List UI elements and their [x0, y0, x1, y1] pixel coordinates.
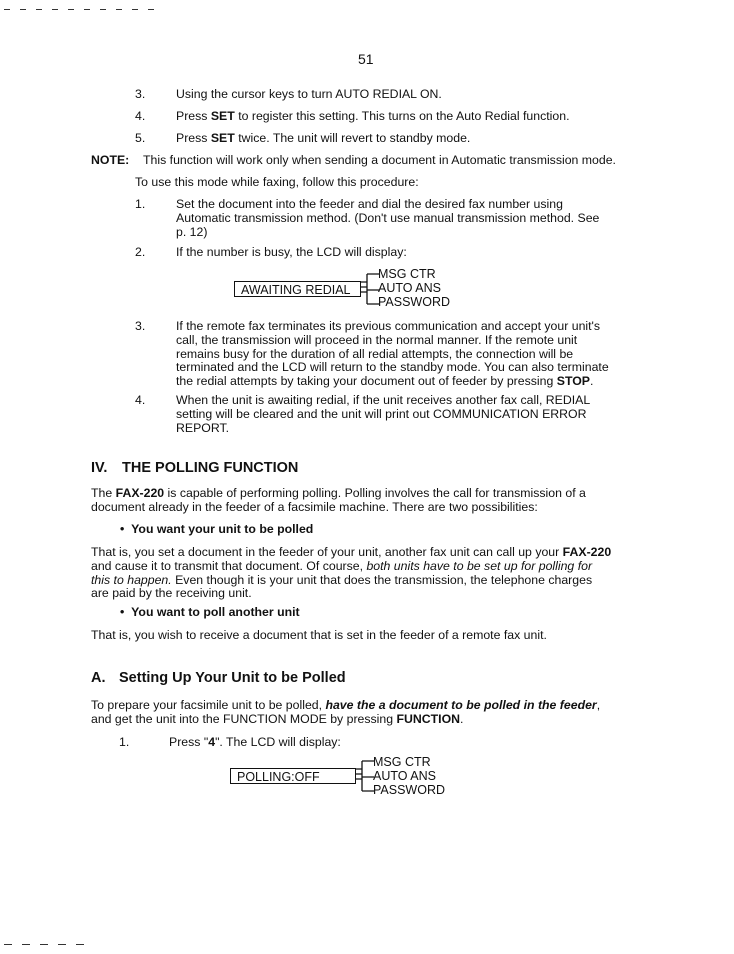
note-label: NOTE:: [91, 153, 130, 167]
step-number: 4.: [135, 393, 146, 407]
step-text: Set the document into the feeder and dial the desired fax number using Automatic transmission method. (Don't use manual transmission method. See p. 12): [176, 197, 600, 239]
section-title: Setting Up Your Unit to be Polled: [119, 670, 346, 686]
section-title: THE POLLING FUNCTION: [122, 460, 299, 476]
scan-mark-top: [4, 9, 154, 10]
scan-mark-bottom: [4, 944, 94, 945]
section-number: A.: [91, 670, 106, 686]
step-text: Press SET to register this setting. This turns on the Auto Redial function.: [176, 109, 570, 123]
lcd-screen: POLLING:OFF: [230, 768, 356, 784]
page-number: 51: [358, 51, 374, 67]
lcd-screen: AWAITING REDIAL: [234, 281, 361, 297]
paragraph: That is, you set a document in the feeder of your unit, another fax unit can call up your FAX-220 and cause it to transmit that document. Of course, both units have to be set up for polling for this to happen. Even though it is your unit that does the transmission, the telephone charges are paid by the receiving unit.: [91, 545, 612, 601]
step-text: When the unit is awaiting redial, if the unit receives another fax call, REDIAL setting will be cleared and the unit will print out COMMUNICATION ERROR REPORT.: [176, 393, 591, 435]
step-number: 3.: [135, 319, 146, 333]
paragraph: That is, you wish to receive a document that is set in the feeder of a remote fax unit.: [91, 628, 547, 642]
step-number: 1.: [119, 735, 130, 749]
step-number: 2.: [135, 245, 146, 259]
note-text: This function will work only when sending a document in Automatic transmission mode.: [143, 153, 616, 167]
step-number: 3.: [135, 87, 146, 101]
bullet-item: • You want your unit to be polled: [120, 522, 314, 536]
lcd-menu-options: MSG CTR AUTO ANS PASSWORD: [373, 755, 445, 797]
step-text: Using the cursor keys to turn AUTO REDIAL ON.: [176, 87, 442, 101]
polling-intro: The FAX-220 is capable of performing polling. Polling involves the call for transmission of a document already in the feeder of a facsimile machine. There are two possibilities:: [91, 486, 586, 514]
paragraph: To prepare your facsimile unit to be polled, have the a document to be polled in the feeder, and get the unit into the FUNCTION MODE by pressing FUNCTION.: [91, 698, 601, 726]
lcd-menu-options: MSG CTR AUTO ANS PASSWORD: [378, 267, 450, 309]
step-text: Press "4". The LCD will display:: [169, 735, 341, 749]
step-text: If the number is busy, the LCD will display:: [176, 245, 407, 259]
step-text: Press SET twice. The unit will revert to standby mode.: [176, 131, 471, 145]
step-number: 1.: [135, 197, 146, 211]
step-text: If the remote fax terminates its previous communication and accept your unit's call, the transmission will proceed in the normal manner. If the remote unit remains busy for the duration of all redial attempts, the connection will be terminated and the LCD will return to the standby mode. You can also terminate the redial attempts by taking your document out of feeder by pressing STOP.: [176, 319, 609, 389]
section-number: IV.: [91, 460, 108, 476]
procedure-intro: To use this mode while faxing, follow this procedure:: [135, 175, 419, 189]
step-number: 5.: [135, 131, 146, 145]
bullet-item: • You want to poll another unit: [120, 605, 300, 619]
step-number: 4.: [135, 109, 146, 123]
